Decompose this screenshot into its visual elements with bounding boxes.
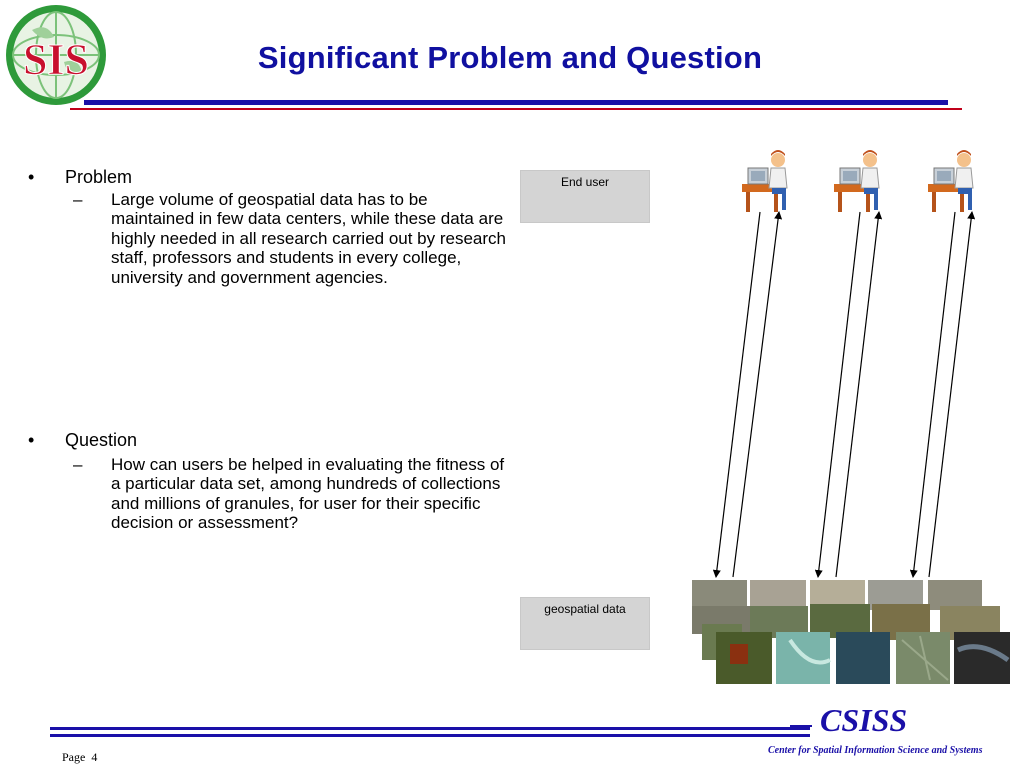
user-at-computer-icon	[738, 148, 798, 214]
title-rule-blue	[84, 100, 948, 105]
geospatial-data-label-box	[520, 597, 650, 650]
footer-rule	[50, 734, 810, 737]
sub-bullet-question	[73, 455, 513, 555]
arrow-down	[716, 212, 760, 577]
arrow-up	[733, 212, 779, 577]
footer-rule	[50, 727, 810, 730]
bullet-label: Problem	[65, 167, 133, 187]
bullet-dot: •	[28, 167, 35, 187]
sub-bullet-text: Large volume of geospatial data has to be maintained in few data centers, while these data are highly needed in all research carried out by research staff, professors and students in every college, university and government agencies.	[111, 190, 507, 287]
sub-bullet-dash: –	[73, 455, 83, 474]
end-user-label: End user	[560, 175, 610, 189]
sub-bullet-text: How can users be helped in evaluating the fitness of a particular data set, among hundreds of collections and millions of granules, for user for their specific decision or assessment?	[111, 455, 505, 533]
page-number-value: 4	[91, 750, 98, 764]
end-user-label-box	[520, 170, 650, 223]
page-title: Significant Problem and Question	[257, 40, 763, 75]
sis-logo	[2, 2, 110, 108]
page-label: Page	[62, 750, 86, 764]
bullet-dot: •	[28, 430, 35, 450]
arrow-down	[818, 212, 860, 577]
arrow-up	[836, 212, 879, 577]
footer-rule	[790, 725, 812, 727]
page-number	[62, 750, 97, 765]
geospatial-data-label: geospatial data	[544, 602, 626, 616]
center-name: Center for Spatial Information Science and Systems	[768, 745, 983, 756]
sub-bullet-dash: –	[73, 190, 83, 209]
bullet-problem	[28, 167, 508, 189]
user-at-computer-icon	[924, 148, 984, 214]
sub-bullet-problem	[73, 190, 513, 310]
title-rule-red	[70, 108, 962, 110]
bullet-label: Question	[65, 430, 138, 450]
user-at-computer-icon	[830, 148, 890, 214]
logo-text: SIS	[22, 35, 90, 84]
csiss-brand: CSISS	[820, 702, 908, 738]
arrow-up	[929, 212, 972, 577]
arrow-down	[913, 212, 955, 577]
aerial-imagery-collage	[690, 580, 1015, 685]
bullet-question	[28, 430, 508, 452]
